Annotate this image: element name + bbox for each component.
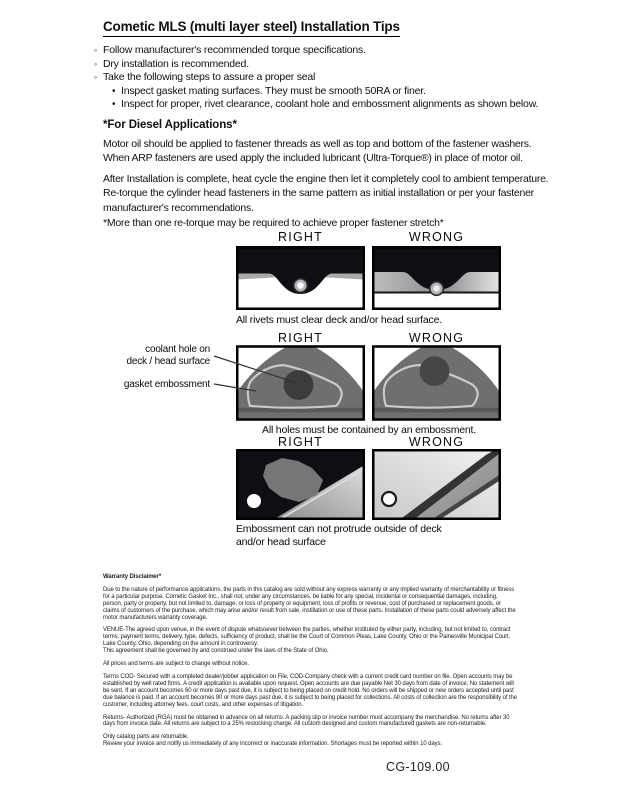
embossment-caption (236, 523, 442, 549)
warranty-paragraph: Due to the nature of performance applications, the parts in this catalog are sold without any express warranty or any implied warranty of merchantability or fitness for a particular purpose. Cometic Gasket Inc., shall not, under any circumstances, be liable for any special, incidental or consequential damages, including, person, party or property, but not limited to, damage, or loss of property or equipment, loss of profits or revenue, cost of purchased or replacement goods, or claims of customers of the purchase, which may arise and/or result from sale, instillation or use of these parts. Installation of these parts could adversely affect the motor manufacturers warranty coverage. (103, 586, 516, 621)
coolant-hole-label-line1: coolant hole on (145, 344, 210, 355)
list-item-text: Inspect for proper, rivet clearance, coolant hole and embossment alignments as shown below. (121, 98, 539, 111)
right-label: RIGHT (278, 435, 323, 449)
coolant-hole-label (102, 344, 210, 367)
list-item-text: Inspect gasket mating surfaces. They must be smooth 50RA or finer. (121, 84, 426, 97)
circle-bullet-icon: ◦ (94, 45, 97, 55)
returns-paragraph: Returns- Authorized (RGA) must be obtained in advance on all returns. A packing slip or invoice number must accompany the merchandise. No returns after 30 days from invoice date. All returns are subject to a 25% restocking charge. All custom designed and custom manufactured gaskets are non-returnable. (103, 714, 510, 728)
list-item (94, 44, 606, 58)
review-invoice-line: Review your invoice and notify us immediately of any incorrect or inaccurate information. Shortages must be reported within 10 days. (103, 741, 442, 748)
rivet-wrong-diagram (372, 246, 501, 310)
rivet-diagram-row (236, 230, 502, 330)
list-item (94, 58, 606, 72)
embossment-right-diagram (236, 449, 365, 520)
wrong-label: WRONG (408, 331, 465, 345)
list-item (94, 71, 606, 85)
diesel-applications-heading: *For Diesel Applications* (103, 119, 237, 131)
tips-list (94, 44, 606, 112)
embossment-caption-line2: and/or head surface (236, 536, 326, 548)
rivet-right-diagram (236, 246, 365, 310)
circle-bullet-icon: ◦ (94, 58, 97, 69)
wrong-label: WRONG (408, 230, 465, 244)
coolant-hole-label-line2: deck / head surface (126, 355, 210, 367)
prices-line: All prices and terms are subject to change without notice. (103, 661, 249, 668)
list-item (94, 85, 606, 99)
list-item-text: Follow manufacturer's recommended torque specifications. (103, 44, 366, 56)
coolant-hole-icon (420, 356, 450, 386)
gasket-embossment-label: gasket embossment (123, 379, 210, 390)
bolt-hole-icon (382, 492, 396, 506)
bolt-hole-icon (247, 494, 261, 508)
list-item-text: Dry installation is recommended. (103, 57, 249, 70)
catalog-parts-line: Only catalog parts are returnable. (103, 734, 189, 741)
dot-bullet-icon: • (112, 99, 116, 111)
holes-right-diagram (236, 345, 365, 421)
holes-wrong-diagram (372, 345, 501, 421)
fine-print-section (103, 574, 517, 754)
embossment-caption-line1: Embossment can not protrude outside of deck (236, 523, 442, 535)
venue-paragraph: VENUE-The agreed upon venue, in the event of dispute whatsoever between the parties, whether instituted by either party, including, but not limited to, contract terms, payment terms, delivery, type, defects, sufficiency of product, shall be the Court of Common Pleas, Lake County, Ohio or the Painesville Municipal Court, Lake County, Ohio, depending on the amount in controversy. (103, 627, 511, 648)
page-title: Cometic MLS (multi layer steel) Installation Tips (103, 19, 400, 37)
right-label: RIGHT (278, 331, 323, 345)
terms-paragraph: Terms COD- Secured with a completed dealer/jobber application on File, COD-Company check with a current credit card number on file. Open accounts may be established by well rated firms. A credit application is available upon request. Open accounts are due payable Net 30 days from date of invoice. No statement will be sent. If an account becomes 60 or more days past due, it is subject to being placed on credit hold. No orders will be shipped or new orders accepted until past due balance is paid. If an account becomes 90 or more days past due, it is subject to being placed for collections. All costs of collection are the responsibility of the customer, including attorney fees, court costs, and other expenses of litigation. (103, 673, 518, 708)
embossment-wrong-diagram (372, 449, 501, 520)
list-item (94, 98, 606, 112)
document-number: CG-109.00 (386, 760, 450, 774)
holes-diagram-row (236, 331, 502, 436)
coolant-hole-icon (284, 370, 314, 400)
embossment-diagram-row (236, 435, 502, 550)
diesel-paragraph-stretch-note: *More than one re-torque may be required to achieve proper fastener stretch* (103, 217, 444, 229)
circle-bullet-icon: ◦ (94, 72, 97, 83)
diesel-paragraph-retorque: After Installation is complete, heat cycle the engine then let it completely cool to ambient temperature. Re-torque the cylinder head fasteners in the same pattern as initial installation or per your fastener manufacturer's recommendations. (103, 173, 549, 214)
wrong-label: WRONG (408, 435, 465, 449)
governing-law-line: This agreement shall be governed by and construed under the laws of the State of Ohio. (103, 648, 329, 655)
right-label: RIGHT (278, 230, 323, 244)
list-item-text: Take the following steps to assure a proper seal (103, 71, 316, 84)
holes-caption: All holes must be contained by an embossment. (262, 424, 476, 436)
rivets-caption: All rivets must clear deck and/or head surface. (236, 314, 442, 326)
dot-bullet-icon: • (112, 85, 116, 97)
diesel-paragraph-oil: Motor oil should be applied to fastener threads as well as top and bottom of the fastener washers. When ARP fasteners are used apply the included lubricant (Ultra-Torque®) in place of motor oil. (103, 138, 532, 165)
warranty-disclaimer-heading: Warranty Disclaimer* (103, 574, 162, 580)
